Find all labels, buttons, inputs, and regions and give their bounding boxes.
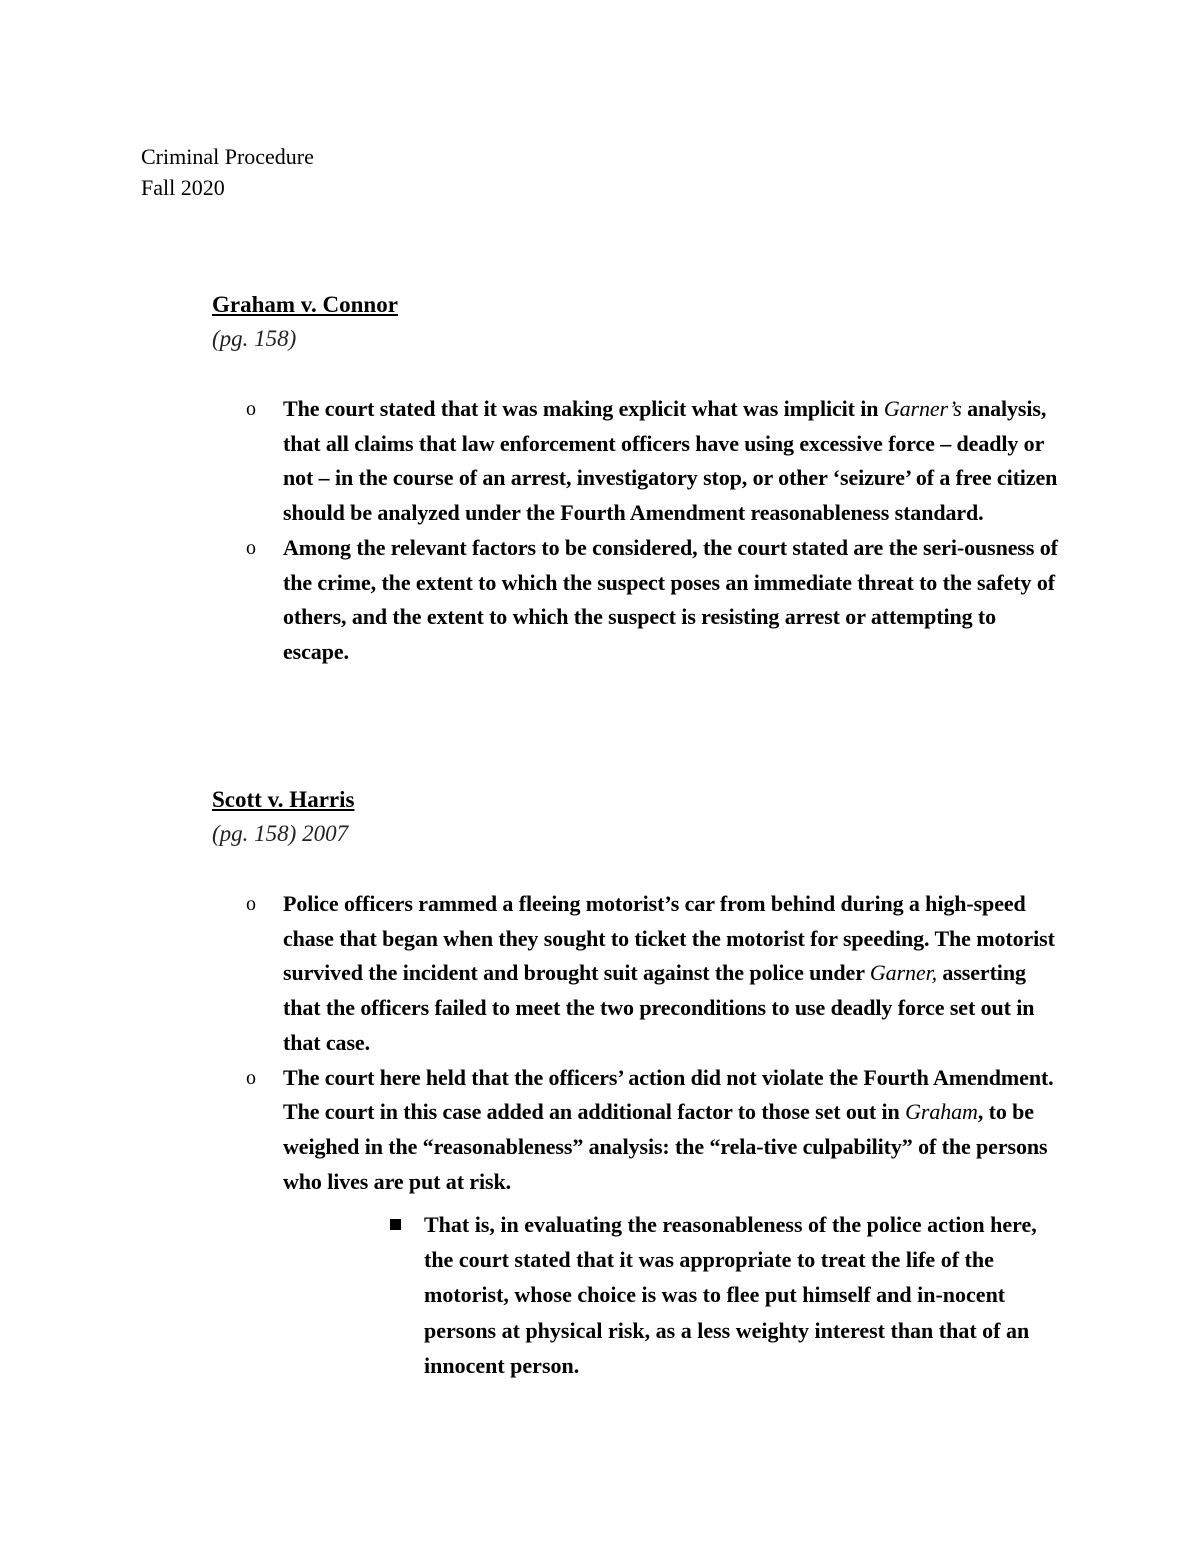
case-title: Scott v. Harris <box>212 787 355 812</box>
bullet-text: analysis, that all claims that law enforcement officers have using excessive force – deadly or not – in the course of an arrest, investigatory stop, or other ‘seizure’ of a free citizen should be analyzed under the Fourth Amendment reasonableness standard. <box>283 396 1058 526</box>
bullet-marker: o <box>246 536 256 559</box>
bullet-text: The court here held that the officers’ action did not violate the Fourth Amendment. The court in this case added an additional factor to those set out in <box>283 1064 1054 1125</box>
course-term: Fall 2020 <box>141 175 225 200</box>
case-notes-scott <box>246 887 1066 1199</box>
list-item <box>246 1061 1066 1200</box>
bullet-italic-ref: Garner, <box>869 960 938 986</box>
course-name: Criminal Procedure <box>141 144 314 169</box>
bullet-text: The court stated that it was making explicit what was implicit in <box>283 396 884 421</box>
square-bullet-icon <box>390 1219 401 1230</box>
case-notes-graham <box>246 392 1066 670</box>
bullet-marker: o <box>246 398 256 420</box>
bullet-italic-ref: Garner’s <box>883 396 962 421</box>
case-heading-scott <box>212 783 1092 851</box>
document-header <box>141 141 314 203</box>
bullet-marker: o <box>246 1066 256 1089</box>
case-title: Graham v. Connor <box>212 292 398 317</box>
bullet-text: Police officers rammed a fleeing motorist’s car from behind during a high-speed chase that began when they sought to ticket the motorist for speeding. The motorist survived the incident and brought suit against the police under <box>283 891 1055 986</box>
bullet-text: Among the relevant factors to be considered, the court stated are the seri-ousness of the crime, the extent to which the suspect poses an immediate threat to the safety of others, and the extent to which the suspect is resisting arrest or attempting to escape. <box>283 534 1058 664</box>
list-item <box>246 392 1066 531</box>
case-subnotes-scott <box>388 1207 1068 1383</box>
bullet-text: asserting that the officers failed to meet the two preconditions to use deadly force set out in that case. <box>283 960 1035 1055</box>
case-heading-graham <box>212 288 1092 356</box>
list-item <box>388 1207 1068 1383</box>
sub-bullet-text: That is, in evaluating the reasonableness of the police action here, the court stated that it was appropriate to treat the life of the motorist, whose choice is was to flee put himself and in-nocent persons at physical risk, as a less weighty interest than that of an innocent person. <box>424 1212 1037 1378</box>
case-citation: (pg. 158) <box>212 326 297 351</box>
bullet-italic-ref: Graham <box>905 1099 978 1125</box>
case-citation: (pg. 158) 2007 <box>212 821 349 846</box>
list-item <box>246 887 1066 1061</box>
bullet-text: , to be weighed in the “reasonableness” analysis: the “rela-tive culpability” of the persons who lives are put at risk. <box>283 1099 1048 1194</box>
list-item <box>246 531 1066 670</box>
bullet-marker: o <box>246 893 256 915</box>
